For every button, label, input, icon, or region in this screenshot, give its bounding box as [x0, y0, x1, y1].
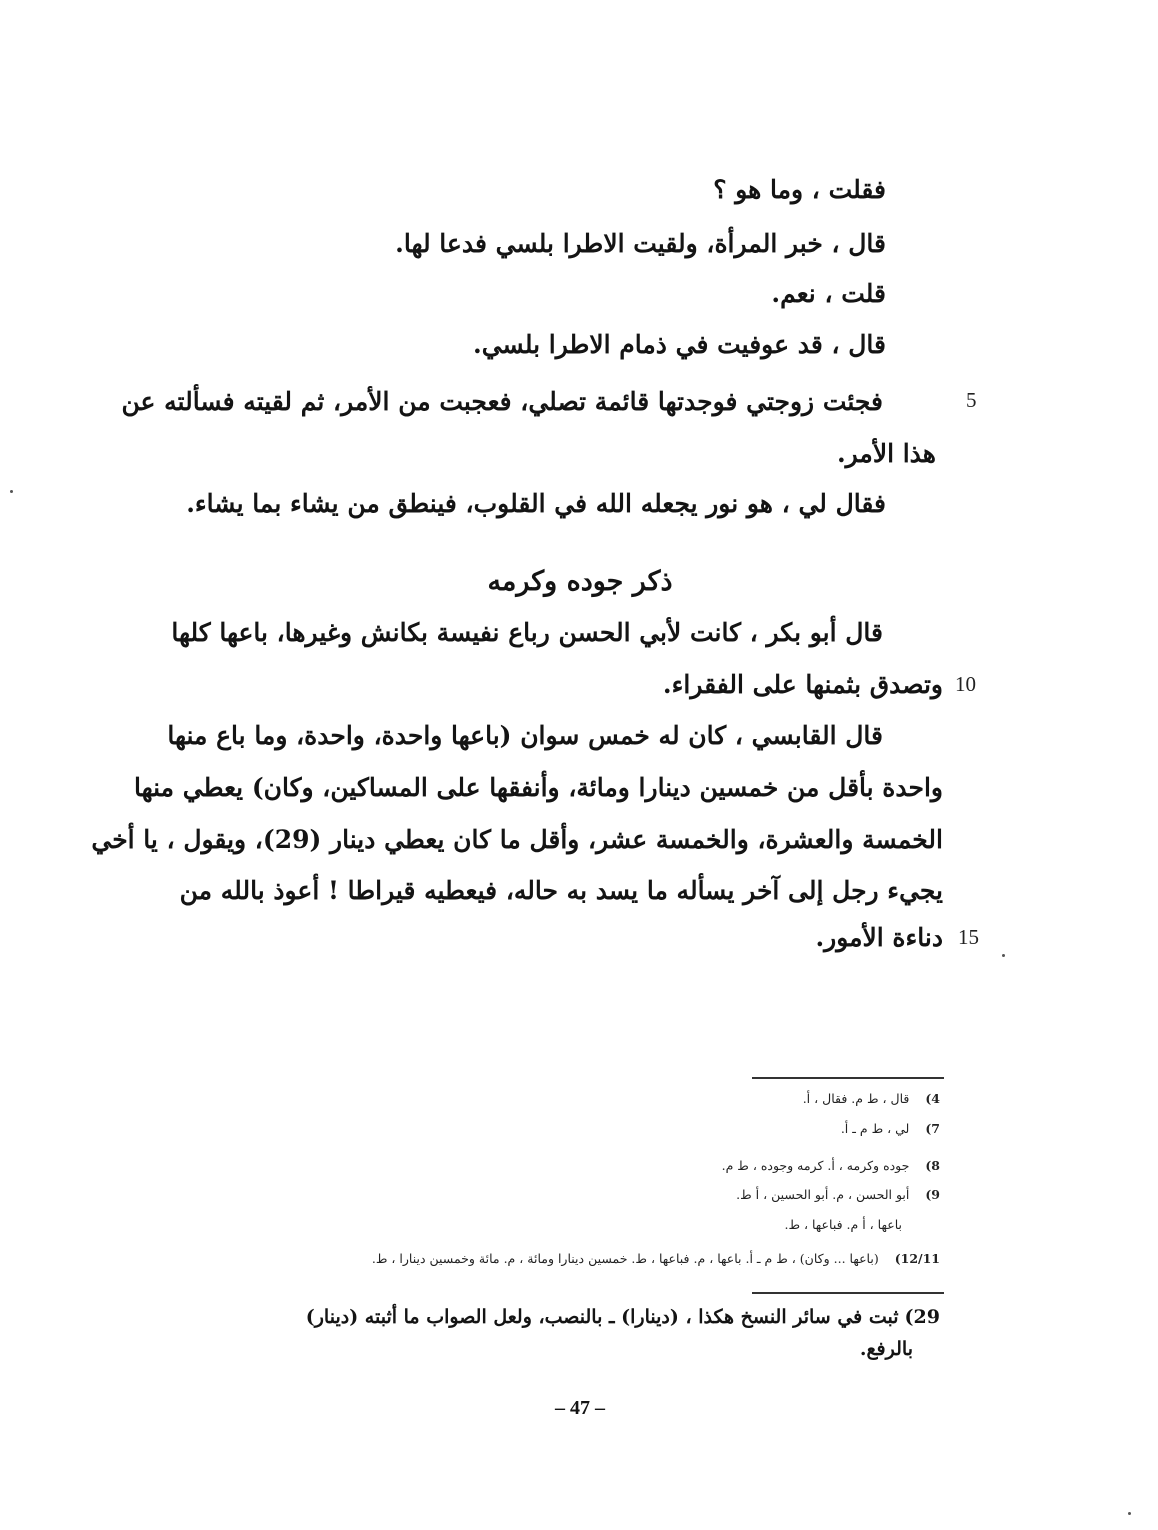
- apparatus-text: (باعها ... وكان) ، ط م ـ أ. باعها ، م. فباعها ، ط. خمسين دينارا ومائة ، م. مائة وخمسين دينارا ، ط.: [371, 1251, 879, 1266]
- section-line-2: وتصدق بثمنها على الفقراء.: [662, 670, 943, 699]
- page-number: – 47 –: [555, 1397, 605, 1419]
- section-line-1: قال أبو بكر ، كانت لأبي الحسن رباع نفيسة بكانش وغيرها، باعها كلها: [171, 618, 883, 647]
- body-line-1: فقلت ، وما هو ؟: [713, 175, 886, 204]
- apparatus-text: باعها ، أ م. فباعها ، ط.: [784, 1217, 902, 1232]
- body-line-3: قلت ، نعم.: [771, 279, 886, 308]
- scan-speck: [1002, 954, 1005, 957]
- body-line-2: قال ، خبر المرأة، ولقيت الاطرا بلسي فدعا لها.: [395, 229, 886, 258]
- apparatus-note: [841, 1118, 940, 1140]
- body-line-4: قال ، قد عوفيت في ذمام الاطرا بلسي.: [472, 330, 886, 359]
- footnote-line-2: بالرفع.: [859, 1338, 913, 1360]
- section-heading: ذكر جوده وكرمه: [487, 566, 673, 597]
- section-line-4: واحدة بأقل من خمسين دينارا ومائة، وأنفقها على المساكين، وكان) يعطي منها: [133, 773, 943, 802]
- line-number-10: 10: [955, 672, 976, 696]
- section-line-5: الخمسة والعشرة، والخمسة عشر، وأقل ما كان يعطي دينار (29)، ويقول ، يا أخي: [91, 825, 943, 854]
- body-line-7: فقال لي ، هو نور يجعله الله في القلوب، فينطق من يشاء بما يشاء.: [186, 489, 886, 518]
- apparatus-text: أبو الحسن ، م. أبو الحسين ، أ ط.: [736, 1187, 910, 1202]
- footnote-rule: [752, 1292, 944, 1294]
- apparatus-text: جوده وكرمه ، أ. كرمه وجوده ، ط م.: [721, 1158, 910, 1173]
- section-line-7: دناءة الأمور.: [815, 923, 943, 952]
- scan-speck: [1128, 1512, 1131, 1515]
- apparatus-note: [722, 1155, 940, 1177]
- apparatus-ref: 4): [925, 1091, 940, 1106]
- footnote-line-1: [306, 1302, 940, 1332]
- apparatus-ref: 8): [925, 1158, 940, 1173]
- apparatus-note: [803, 1088, 940, 1110]
- apparatus-ref: 12/11): [894, 1251, 940, 1266]
- footnote-ref: 29): [904, 1306, 940, 1328]
- line-number-15: 15: [958, 925, 979, 949]
- footnote-text: ثبت في سائر النسخ هكذا ، (دينارا) ـ بالنصب، ولعل الصواب ما أثبته (دينار): [305, 1306, 899, 1328]
- apparatus-note: [784, 1214, 902, 1236]
- apparatus-text: لي ، ط م ـ أ.: [840, 1121, 910, 1136]
- apparatus-note: [736, 1184, 940, 1206]
- body-line-5: فجئت زوجتي فوجدتها قائمة تصلي، فعجبت من الأمر، ثم لقيته فسألته عن: [121, 387, 883, 416]
- section-line-3: قال القابسي ، كان له خمس سوان (باعها واحدة، واحدة، وما باع منها: [167, 721, 883, 750]
- section-line-6: يجيء رجل إلى آخر يسأله ما يسد به حاله، فيعطيه قيراطا ! أعوذ بالله من: [179, 876, 943, 905]
- body-line-6: هذا الأمر.: [836, 439, 936, 468]
- apparatus-ref: 7): [925, 1121, 940, 1136]
- scan-speck: [10, 490, 13, 493]
- apparatus-note: [372, 1248, 940, 1270]
- apparatus-rule: [752, 1077, 944, 1079]
- apparatus-text: قال ، ط م. فقال ، أ.: [802, 1091, 910, 1106]
- line-number-5: 5: [966, 388, 977, 412]
- apparatus-ref: 9): [925, 1187, 940, 1202]
